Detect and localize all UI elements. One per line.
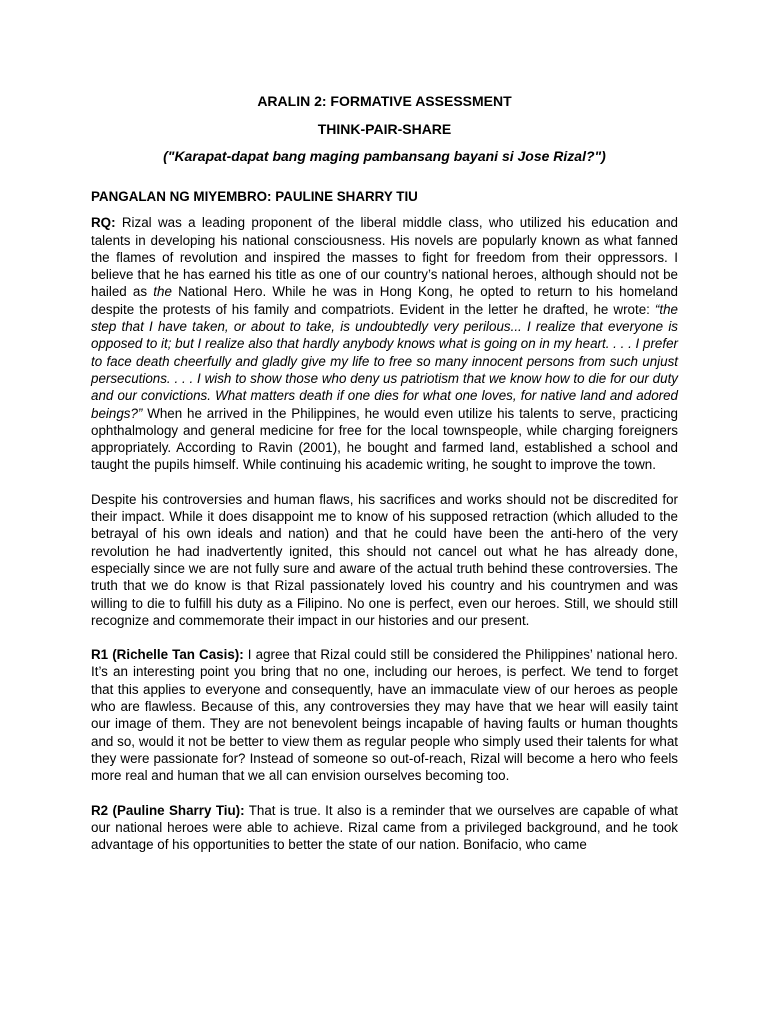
r2-paragraph (91, 802, 678, 854)
guiding-question: ("Karapat-dapat bang maging pambansang bayani si Jose Rizal?") (163, 148, 606, 164)
r1-paragraph (91, 646, 678, 784)
r1-text: I agree that Rizal could still be considered the Philippines’ national hero. It’s an interesting point you bring that no one, including our heroes, is perfect. We tend to forget that this applies to everyone and consequently, have an immaculate view of our heroes as people who are flawless. Because of this, any controversies they may have that we hear will easily taint our image of them. They are not benevolent beings incapable of having faults or human thoughts and so, would it not be better to view them as regular people who simply used their talents for what they were passionate for? Instead of someone so out-of-reach, Rizal will become a hero who feels more real and human that we all can envision ourselves becoming too. (91, 647, 679, 784)
r2-label: R2 (Pauline Sharry Tiu): (91, 802, 245, 818)
r1-label: R1 (Richelle Tan Casis): (91, 647, 244, 663)
rizal-letter-quote: “the step that I have taken, or about to take, is undoubtedly very perilous... I realize that everyone is opposed to it; but I realize also that hardly anybody knows what is going on in my heart. . . . I prefer to face death cheerfully and gladly give my life to free so many innocent persons from such unjust persecutions. . . . I wish to show those who deny us patriotism that we know how to die for our duty and our convictions. What matters death if one dies for what one loves, for native land and adored beings?” (91, 301, 678, 421)
r2-text: That is true. It also is a reminder that we ourselves are capable of what our national heroes were able to achieve. Rizal came from a privileged background, and he took advantage of his opportunities to better the state of our nation. Bonifacio, who came (91, 802, 678, 853)
document-content (91, 92, 678, 870)
rq-label: RQ: (91, 215, 116, 231)
rq-emphasis-the: the (153, 284, 172, 300)
rq-text-part-a: Rizal was a leading proponent of the liberal middle class, who utilized his education and talents in developing his national consciousness. His novels are popularly known as what fanned the flames of revolution and inspired the masses to fight for freedom from their oppressors. I believe that he has earned his title as one of our country’s national heroes, although should not be hailed as (91, 215, 678, 300)
document-subtitle: THINK-PAIR-SHARE (317, 121, 452, 137)
rq-second-paragraph: Despite his controversies and human flaws, his sacrifices and works should not be discredited for their impact. While it does disappoint me to know of his supposed retraction (which alluded to the betrayal of his own ideals and nation) and that he could have been the anti-hero of the very revolution he had inadvertently ignited, this should not cancel out what he has already done, especially since we are not fully sure and aware of the actual truth behind these controversies. The truth that we do know is that Rizal passionately loved his country and his countrymen and was willing to die to fulfill his duty as a Filipino. No one is perfect, even our heroes. Still, we should still recognize and commemorate their impact in our histories and our present. (91, 491, 678, 628)
rq-text-part-b: National Hero. While he was in Hong Kong, he opted to return to his homeland despite the protests of his family and compatriots. Evident in the letter he drafted, he wrote: (91, 284, 678, 317)
document-title: ARALIN 2: FORMATIVE ASSESSMENT (257, 93, 512, 109)
rq-text-part-c: When he arrived in the Philippines, he would even utilize his talents to serve, practicing ophthalmology and general medicine for free for the local townspeople, while charging foreigners appropriately. According to Ravin (2001), he bought and farmed land, established a school and taught the pupils himself. While continuing his academic writing, he sought to improve the town. (91, 405, 678, 473)
member-name-label: PANGALAN NG MIYEMBRO: PAULINE SHARRY TIU (91, 189, 418, 204)
rq-paragraph (91, 214, 678, 473)
